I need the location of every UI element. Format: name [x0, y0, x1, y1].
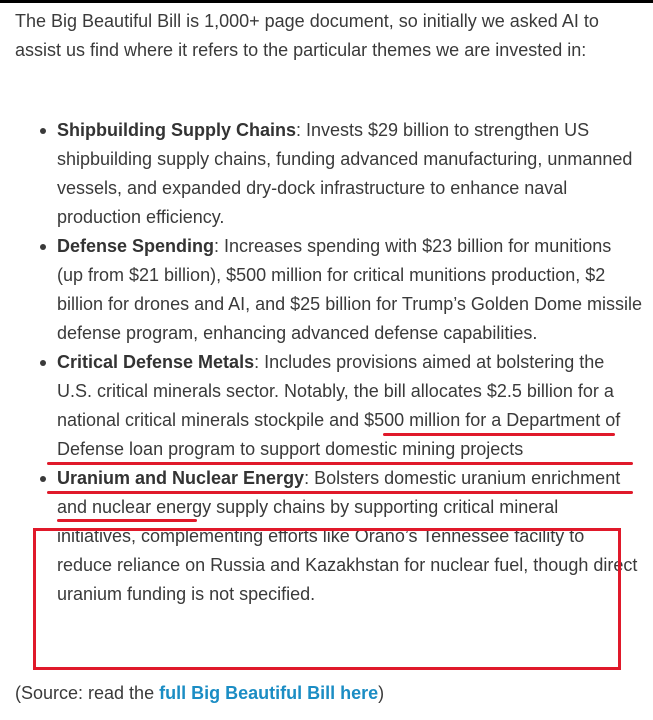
list-item-defense-spending: [57, 232, 642, 348]
red-underline: [383, 433, 615, 436]
red-underline: [47, 462, 633, 465]
item-title: Shipbuilding Supply Chains: [57, 120, 296, 140]
red-highlight-box: [33, 528, 621, 670]
red-underline: [47, 491, 633, 494]
top-border: [0, 0, 653, 3]
bullet-icon: [40, 128, 46, 134]
bullet-icon: [40, 360, 46, 366]
bill-link[interactable]: full Big Beautiful Bill here: [159, 683, 379, 703]
source-prefix: (Source: read the: [15, 683, 160, 703]
item-text: : Increases spending with $23 billion for munitions (up from $21 billion), $500 million for critical munitions production, $2 billion for drones and AI, and $25 billion for Trump’s Golden Dome missile defense program, enhancing advanced defense capabilities.: [57, 236, 642, 343]
item-title: Uranium and Nuclear Energy: [57, 468, 305, 488]
item-text: : Bolsters domestic uranium enrichment and nuclear energy supply chains by supporting critical mineral initiatives, complementing efforts like Orano’s Tennessee facility to reduce reliance on Russia and Kazakhstan for nuclear fuel, though direct uranium funding is not specified.: [57, 468, 638, 604]
intro-paragraph: The Big Beautiful Bill is 1,000+ page document, so initially we asked AI to assist us find where it refers to the particular themes we are invested in:: [15, 11, 599, 60]
item-title: Critical Defense Metals: [57, 352, 255, 372]
list-item-critical-metals: [57, 348, 642, 464]
red-underline: [57, 519, 197, 522]
list-item-shipbuilding: [57, 116, 642, 232]
bullet-icon: [40, 476, 46, 482]
item-title: Defense Spending: [57, 236, 215, 256]
item-text: : Invests $29 billion to strengthen US shipbuilding supply chains, funding advanced manufacturing, unmanned vessels, and expanded dry-dock infrastructure to enhance naval production efficiency.: [57, 120, 633, 227]
source-suffix: ): [378, 683, 385, 703]
bullet-icon: [40, 244, 46, 250]
item-text: : Includes provisions aimed at bolstering the U.S. critical minerals sector. Notably,: [57, 352, 605, 401]
highlighted-text: the bill allocates $2.5 billion for a national critical minerals stockpile and $500 million for a Department of Defense loan program to support domestic mining projects: [57, 381, 621, 459]
source-line: [15, 679, 384, 708]
